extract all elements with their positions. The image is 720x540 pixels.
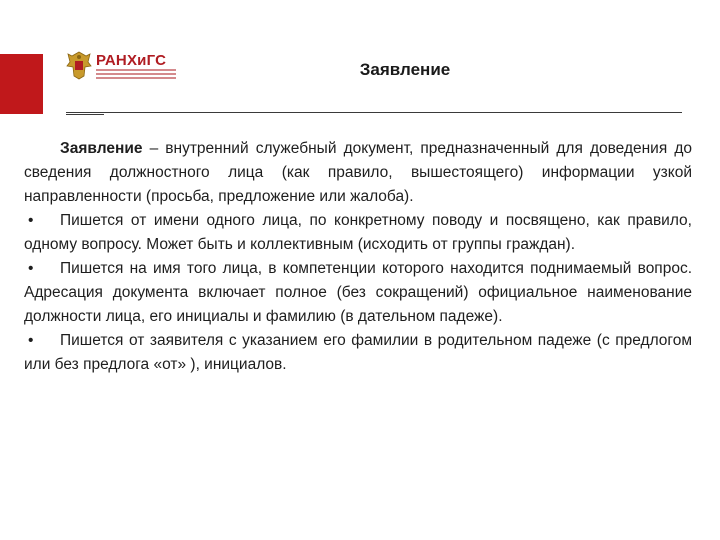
- bullet-icon: •: [28, 212, 34, 229]
- bullet-text: Пишется от заявителя с указанием его фамилии в родительном падеже (с предлогом или без предлога «от» ), инициалов.: [24, 332, 692, 373]
- bullet-text: Пишется от имени одного лица, по конкретному поводу и посвящено, как правило, одному вопросу. Может быть и коллективным (исходить от группы граждан).: [24, 212, 692, 253]
- accent-bar: [0, 54, 43, 114]
- logo-text: РАНХиГС: [96, 52, 167, 69]
- bullet-icon: •: [28, 332, 34, 349]
- ranepa-logo: [66, 50, 176, 84]
- slide-body: [24, 137, 692, 377]
- logo-subtext: [96, 69, 176, 81]
- bullet-item: [24, 329, 692, 377]
- bullet-item: [24, 209, 692, 257]
- definition-term: Заявление: [60, 140, 143, 157]
- slide-title: Заявление: [359, 60, 451, 79]
- title-divider: [66, 112, 682, 113]
- definition-paragraph: [24, 137, 692, 209]
- bullet-text: Пишется на имя того лица, в компетенции которого находится поднимаемый вопрос. Адресация документа включает полное (без сокращений) официальное наименование должности лица, его инициалы и фамилию (в дательном падеже).: [24, 260, 692, 325]
- definition-text: – внутренний служебный документ, предназначенный для доведения до сведения должностного лица (как правило, вышестоящего) информации узкой направленности (просьба, предложение или жалоба).: [24, 140, 692, 205]
- eagle-emblem-icon: [66, 50, 92, 80]
- title-divider-accent: [66, 114, 104, 115]
- bullet-icon: •: [28, 260, 34, 277]
- bullet-item: [24, 257, 692, 329]
